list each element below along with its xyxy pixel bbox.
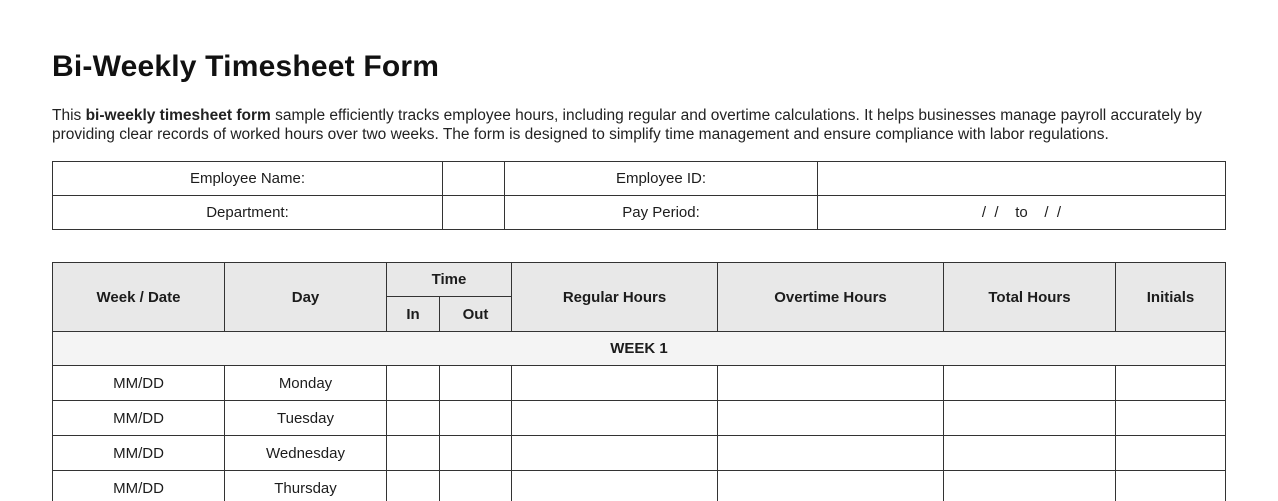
col-header-initials: Initials [1116, 263, 1226, 332]
timesheet-row-thursday [53, 471, 1226, 501]
employee-name-value-cell [443, 162, 505, 196]
employee-id-value-cell [818, 162, 1226, 196]
time-in-cell [387, 366, 440, 401]
initials-cell [1116, 436, 1226, 471]
time-in-cell [387, 436, 440, 471]
total-hours-cell [944, 471, 1116, 501]
col-header-time-out: Out [440, 297, 512, 332]
employee-id-label: Employee ID: [505, 162, 818, 196]
regular-hours-cell [512, 401, 718, 436]
col-header-day: Day [225, 263, 387, 332]
employee-name-label: Employee Name: [53, 162, 443, 196]
overtime-hours-cell [718, 471, 944, 501]
time-in-cell [387, 401, 440, 436]
description-suffix: sample efficiently tracks employee hours, including regular and overtime calculations. It helps businesses manage payroll accurately by providing clear records of worked hours over two weeks. The form is designed to simplify time management and ensure compliance with labor regulations. [52, 107, 1202, 143]
day-cell: Wednesday [225, 436, 387, 471]
timesheet-table [52, 262, 1226, 501]
total-hours-cell [944, 436, 1116, 471]
initials-cell [1116, 366, 1226, 401]
regular-hours-cell [512, 366, 718, 401]
day-cell: Tuesday [225, 401, 387, 436]
timesheet-row-monday [53, 366, 1226, 401]
time-in-cell [387, 471, 440, 501]
department-label: Department: [53, 196, 443, 230]
initials-cell [1116, 471, 1226, 501]
day-cell: Thursday [225, 471, 387, 501]
col-header-time-in: In [387, 297, 440, 332]
time-out-cell [440, 436, 512, 471]
day-cell: Monday [225, 366, 387, 401]
page-title: Bi-Weekly Timesheet Form [52, 50, 440, 83]
initials-cell [1116, 401, 1226, 436]
pay-period-value-cell: / / to / / [818, 196, 1226, 230]
total-hours-cell [944, 366, 1116, 401]
date-cell: MM/DD [53, 366, 225, 401]
overtime-hours-cell [718, 366, 944, 401]
department-value-cell [443, 196, 505, 230]
time-out-cell [440, 401, 512, 436]
timesheet-row-tuesday [53, 401, 1226, 436]
info-row-2 [53, 196, 1226, 230]
info-row-1 [53, 162, 1226, 196]
col-header-time: Time [387, 263, 512, 297]
timesheet-header-row [53, 263, 1226, 297]
regular-hours-cell [512, 436, 718, 471]
timesheet-row-wednesday [53, 436, 1226, 471]
date-cell: MM/DD [53, 401, 225, 436]
time-out-cell [440, 366, 512, 401]
week-1-banner: WEEK 1 [53, 332, 1226, 366]
week-1-banner-row [53, 332, 1226, 366]
page [0, 50, 1278, 501]
date-cell: MM/DD [53, 436, 225, 471]
employee-info-table [52, 161, 1226, 230]
description-prefix: This [52, 107, 86, 124]
col-header-week-date: Week / Date [53, 263, 225, 332]
regular-hours-cell [512, 471, 718, 501]
col-header-overtime-hours: Overtime Hours [718, 263, 944, 332]
time-out-cell [440, 471, 512, 501]
description-bold-term: bi-weekly timesheet form [85, 107, 271, 124]
overtime-hours-cell [718, 401, 944, 436]
col-header-total-hours: Total Hours [944, 263, 1116, 332]
page-description [52, 107, 1226, 144]
col-header-regular-hours: Regular Hours [512, 263, 718, 332]
overtime-hours-cell [718, 436, 944, 471]
pay-period-label: Pay Period: [505, 196, 818, 230]
total-hours-cell [944, 401, 1116, 436]
date-cell: MM/DD [53, 471, 225, 501]
